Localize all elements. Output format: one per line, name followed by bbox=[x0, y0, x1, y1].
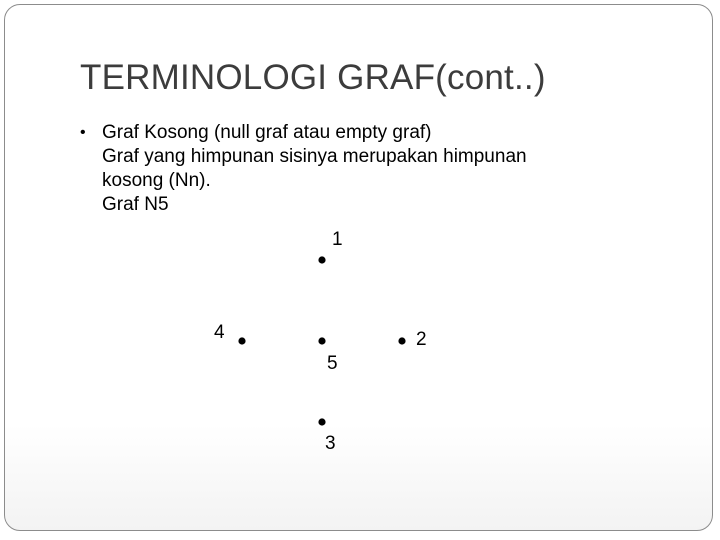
description-line-2: kosong (Nn). bbox=[102, 170, 211, 191]
bullet-block bbox=[78, 121, 527, 217]
vertex-1-label: 1 bbox=[332, 229, 343, 250]
vertex-4-label: 4 bbox=[214, 322, 225, 343]
bullet-marker: • bbox=[80, 124, 86, 141]
example-label: Graf N5 bbox=[102, 194, 169, 215]
vertex-3-label: 3 bbox=[325, 433, 336, 454]
vertex-5-label: 5 bbox=[327, 353, 338, 374]
bullet-heading: Graf Kosong (null graf atau empty graf) bbox=[102, 122, 432, 143]
slide-title: TERMINOLOGI GRAF(cont..) bbox=[80, 58, 546, 97]
vertex-2-label: 2 bbox=[416, 329, 427, 350]
description-line-1: Graf yang himpunan sisinya merupakan himpunan bbox=[102, 146, 527, 167]
bullet-item bbox=[78, 121, 527, 145]
